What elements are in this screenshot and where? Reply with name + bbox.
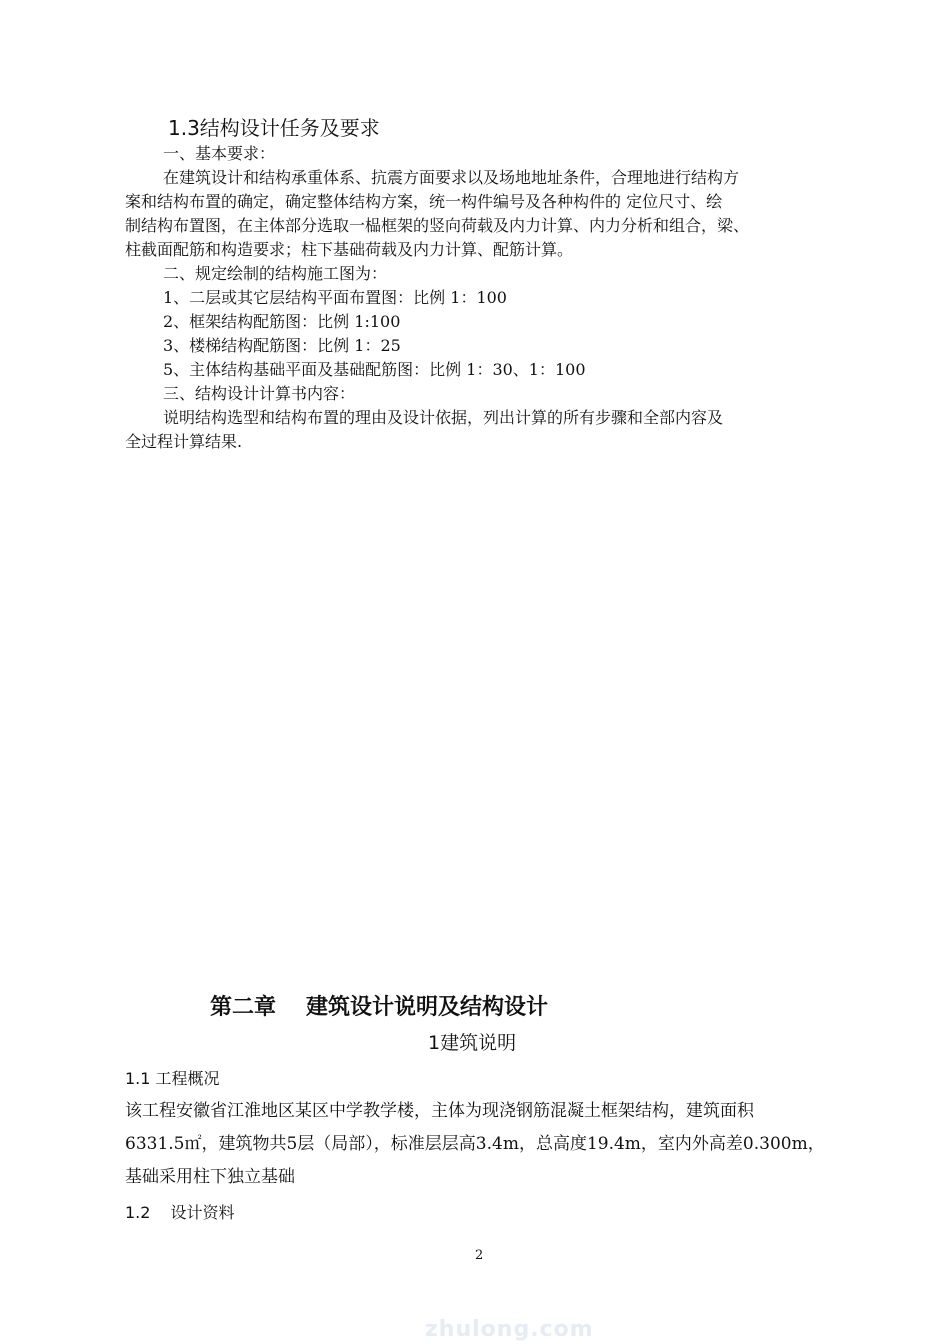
list-item: 1、二层或其它层结构平面布置图：比例 1：100 (163, 288, 507, 307)
item1-line: 在建筑设计和结构承重体系、抗震方面要求以及场地地址条件，合理地进行结构方 (163, 168, 740, 187)
section-number: 1.1 (125, 1069, 151, 1088)
page-number: 2 (475, 1248, 484, 1263)
chapter-title (210, 990, 548, 1021)
item2-heading: 二、规定绘制的结构施工图为： (163, 264, 388, 283)
overview-line: 6331.5㎡，建筑物共5层（局部），标准层层高3.4m，总高度19.4m，室内外高差0.300m， (125, 1134, 825, 1154)
item1-line: 柱截面配筋和构造要求；柱下基础荷载及内力计算、配筋计算。 (125, 240, 574, 259)
section-1-3-title: 1.3结构设计任务及要求 (168, 116, 380, 140)
item1-line: 制结构布置图，在主体部分选取一榀框架的竖向荷载及内力计算、内力分析和组合，梁、 (125, 216, 750, 235)
section-number: 1.2 (125, 1203, 151, 1222)
list-item: 5、主体结构基础平面及基础配筋图：比例 1：30、1：100 (163, 360, 586, 379)
item3-heading: 三、结构设计计算书内容： (163, 384, 356, 403)
item3-line: 全过程计算结果. (125, 432, 243, 451)
list-item: 2、框架结构配筋图：比例 1:100 (163, 312, 401, 331)
overview-line: 该工程安徽省江淮地区某区中学教学楼，主体为现浇钢筋混凝土框架结构，建筑面积 (125, 1101, 754, 1121)
chapter-name: 建筑设计说明及结构设计 (306, 995, 549, 1020)
chapter-subtitle: 1建筑说明 (428, 1032, 517, 1054)
watermark: zhulong.com (425, 1317, 594, 1342)
item1-heading: 一、基本要求： (163, 144, 276, 163)
chapter-label: 第二章 (210, 995, 277, 1020)
section-title: 工程概况 (155, 1069, 220, 1088)
section-title: 设计资料 (170, 1203, 235, 1222)
list-item: 3、楼梯结构配筋图：比例 1：25 (163, 336, 401, 355)
section-1-2-heading (125, 1200, 234, 1223)
item1-line: 案和结构布置的确定，确定整体结构方案，统一构件编号及各种构件的 定位尺寸、绘 (125, 192, 723, 211)
section-1-1-heading (125, 1066, 220, 1089)
item3-line: 说明结构选型和结构布置的理由及设计依据，列出计算的所有步骤和全部内容及 (163, 408, 724, 427)
overview-line: 基础采用柱下独立基础 (125, 1167, 295, 1187)
